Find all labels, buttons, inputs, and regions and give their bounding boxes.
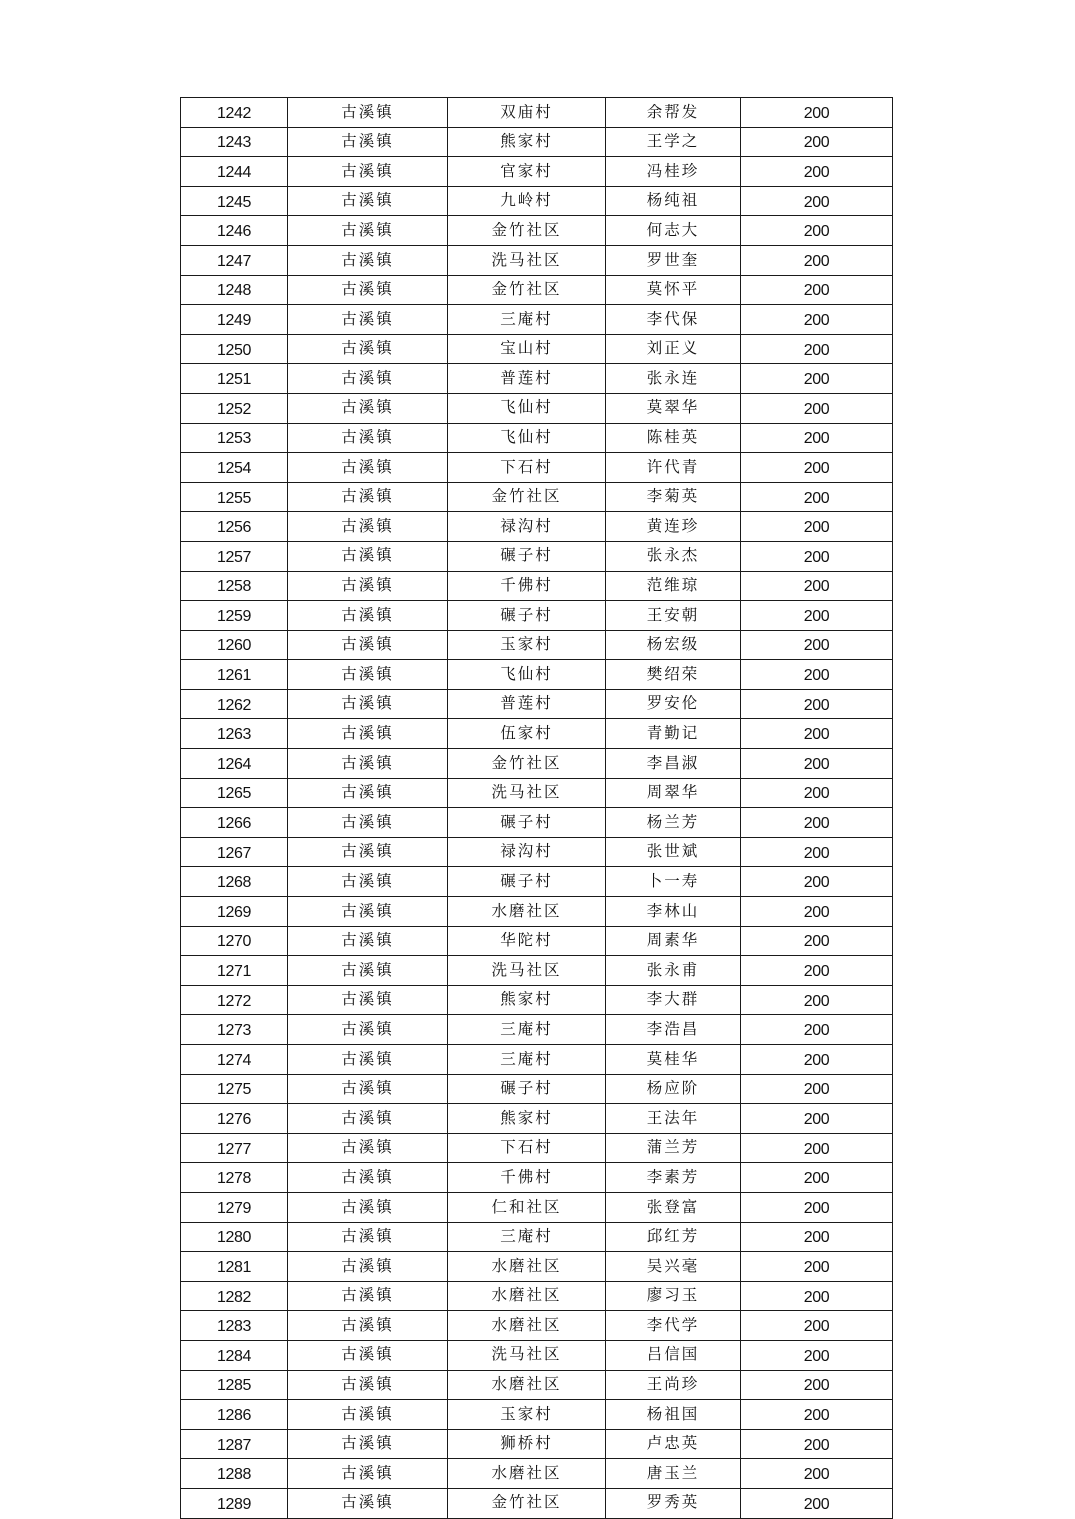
name-cell: 杨宏级 [606, 630, 741, 660]
name-cell: 杨应阶 [606, 1074, 741, 1104]
name-cell: 杨兰芳 [606, 808, 741, 838]
row-number-cell: 1250 [181, 334, 288, 364]
village-cell: 水磨社区 [448, 897, 606, 927]
row-number-cell: 1282 [181, 1281, 288, 1311]
name-cell: 陈桂英 [606, 423, 741, 453]
village-cell: 三庵村 [448, 1045, 606, 1075]
village-cell: 飞仙村 [448, 660, 606, 690]
town-cell: 古溪镇 [288, 186, 448, 216]
name-cell: 王学之 [606, 127, 741, 157]
table-row [181, 778, 893, 808]
table-row [181, 423, 893, 453]
name-cell: 莫翠华 [606, 393, 741, 423]
subsidy-roster-table [180, 97, 893, 1519]
row-number-cell: 1276 [181, 1104, 288, 1134]
village-cell: 千佛村 [448, 571, 606, 601]
amount-cell: 200 [741, 956, 893, 986]
name-cell: 周素华 [606, 926, 741, 956]
row-number-cell: 1265 [181, 778, 288, 808]
roster-table-body [181, 98, 893, 1519]
name-cell: 莫桂华 [606, 1045, 741, 1075]
name-cell: 卜一寿 [606, 867, 741, 897]
row-number-cell: 1242 [181, 98, 288, 128]
name-cell: 王法年 [606, 1104, 741, 1134]
amount-cell: 200 [741, 867, 893, 897]
town-cell: 古溪镇 [288, 867, 448, 897]
row-number-cell: 1279 [181, 1192, 288, 1222]
name-cell: 李大群 [606, 985, 741, 1015]
name-cell: 卢忠英 [606, 1429, 741, 1459]
table-row [181, 1340, 893, 1370]
village-cell: 玉家村 [448, 1400, 606, 1430]
amount-cell: 200 [741, 571, 893, 601]
table-row [181, 867, 893, 897]
town-cell: 古溪镇 [288, 837, 448, 867]
town-cell: 古溪镇 [288, 157, 448, 187]
village-cell: 洗马社区 [448, 956, 606, 986]
row-number-cell: 1251 [181, 364, 288, 394]
amount-cell: 200 [741, 1104, 893, 1134]
village-cell: 金竹社区 [448, 216, 606, 246]
town-cell: 古溪镇 [288, 1074, 448, 1104]
village-cell: 三庵村 [448, 1015, 606, 1045]
village-cell: 飞仙村 [448, 393, 606, 423]
row-number-cell: 1259 [181, 601, 288, 631]
town-cell: 古溪镇 [288, 512, 448, 542]
row-number-cell: 1247 [181, 245, 288, 275]
table-row [181, 1459, 893, 1489]
village-cell: 宝山村 [448, 334, 606, 364]
village-cell: 三庵村 [448, 305, 606, 335]
row-number-cell: 1249 [181, 305, 288, 335]
table-row [181, 689, 893, 719]
amount-cell: 200 [741, 601, 893, 631]
village-cell: 水磨社区 [448, 1311, 606, 1341]
amount-cell: 200 [741, 897, 893, 927]
village-cell: 洗马社区 [448, 245, 606, 275]
table-row [181, 127, 893, 157]
village-cell: 九岭村 [448, 186, 606, 216]
table-row [181, 1400, 893, 1430]
row-number-cell: 1244 [181, 157, 288, 187]
town-cell: 古溪镇 [288, 1488, 448, 1518]
name-cell: 邱红芳 [606, 1222, 741, 1252]
name-cell: 何志大 [606, 216, 741, 246]
row-number-cell: 1252 [181, 393, 288, 423]
name-cell: 青勤记 [606, 719, 741, 749]
table-row [181, 1015, 893, 1045]
village-cell: 仁和社区 [448, 1192, 606, 1222]
row-number-cell: 1269 [181, 897, 288, 927]
row-number-cell: 1266 [181, 808, 288, 838]
amount-cell: 200 [741, 98, 893, 128]
table-row [181, 1311, 893, 1341]
name-cell: 余帮发 [606, 98, 741, 128]
town-cell: 古溪镇 [288, 571, 448, 601]
table-row [181, 334, 893, 364]
amount-cell: 200 [741, 216, 893, 246]
town-cell: 古溪镇 [288, 423, 448, 453]
table-row [181, 660, 893, 690]
town-cell: 古溪镇 [288, 1104, 448, 1134]
table-row [181, 364, 893, 394]
amount-cell: 200 [741, 393, 893, 423]
row-number-cell: 1254 [181, 453, 288, 483]
village-cell: 熊家村 [448, 1104, 606, 1134]
row-number-cell: 1274 [181, 1045, 288, 1075]
name-cell: 蒲兰芳 [606, 1133, 741, 1163]
town-cell: 古溪镇 [288, 393, 448, 423]
table-row [181, 926, 893, 956]
town-cell: 古溪镇 [288, 216, 448, 246]
town-cell: 古溪镇 [288, 660, 448, 690]
name-cell: 刘正义 [606, 334, 741, 364]
amount-cell: 200 [741, 630, 893, 660]
table-row [181, 1429, 893, 1459]
name-cell: 冯桂珍 [606, 157, 741, 187]
town-cell: 古溪镇 [288, 897, 448, 927]
name-cell: 罗秀英 [606, 1488, 741, 1518]
table-row [181, 1192, 893, 1222]
town-cell: 古溪镇 [288, 1015, 448, 1045]
row-number-cell: 1286 [181, 1400, 288, 1430]
town-cell: 古溪镇 [288, 689, 448, 719]
table-row [181, 216, 893, 246]
town-cell: 古溪镇 [288, 1459, 448, 1489]
name-cell: 王安朝 [606, 601, 741, 631]
amount-cell: 200 [741, 1133, 893, 1163]
town-cell: 古溪镇 [288, 453, 448, 483]
amount-cell: 200 [741, 1400, 893, 1430]
name-cell: 唐玉兰 [606, 1459, 741, 1489]
town-cell: 古溪镇 [288, 749, 448, 779]
name-cell: 吴兴毫 [606, 1252, 741, 1282]
amount-cell: 200 [741, 926, 893, 956]
town-cell: 古溪镇 [288, 334, 448, 364]
table-row [181, 1281, 893, 1311]
name-cell: 莫怀平 [606, 275, 741, 305]
town-cell: 古溪镇 [288, 1281, 448, 1311]
table-row [181, 1045, 893, 1075]
town-cell: 古溪镇 [288, 985, 448, 1015]
name-cell: 王尚珍 [606, 1370, 741, 1400]
amount-cell: 200 [741, 1163, 893, 1193]
village-cell: 三庵村 [448, 1222, 606, 1252]
town-cell: 古溪镇 [288, 719, 448, 749]
row-number-cell: 1255 [181, 482, 288, 512]
amount-cell: 200 [741, 837, 893, 867]
village-cell: 狮桥村 [448, 1429, 606, 1459]
village-cell: 金竹社区 [448, 275, 606, 305]
amount-cell: 200 [741, 1192, 893, 1222]
name-cell: 许代青 [606, 453, 741, 483]
town-cell: 古溪镇 [288, 275, 448, 305]
amount-cell: 200 [741, 1015, 893, 1045]
row-number-cell: 1261 [181, 660, 288, 690]
table-row [181, 157, 893, 187]
name-cell: 张登富 [606, 1192, 741, 1222]
town-cell: 古溪镇 [288, 926, 448, 956]
town-cell: 古溪镇 [288, 1192, 448, 1222]
row-number-cell: 1256 [181, 512, 288, 542]
name-cell: 李浩昌 [606, 1015, 741, 1045]
amount-cell: 200 [741, 275, 893, 305]
table-row [181, 305, 893, 335]
row-number-cell: 1285 [181, 1370, 288, 1400]
amount-cell: 200 [741, 305, 893, 335]
village-cell: 熊家村 [448, 985, 606, 1015]
town-cell: 古溪镇 [288, 956, 448, 986]
table-row [181, 1104, 893, 1134]
amount-cell: 200 [741, 1488, 893, 1518]
row-number-cell: 1280 [181, 1222, 288, 1252]
table-row [181, 541, 893, 571]
amount-cell: 200 [741, 1281, 893, 1311]
village-cell: 禄沟村 [448, 837, 606, 867]
village-cell: 普莲村 [448, 364, 606, 394]
amount-cell: 200 [741, 364, 893, 394]
name-cell: 罗安伦 [606, 689, 741, 719]
table-row [181, 1488, 893, 1518]
table-row [181, 571, 893, 601]
town-cell: 古溪镇 [288, 1133, 448, 1163]
village-cell: 禄沟村 [448, 512, 606, 542]
town-cell: 古溪镇 [288, 245, 448, 275]
name-cell: 樊绍荣 [606, 660, 741, 690]
amount-cell: 200 [741, 1045, 893, 1075]
amount-cell: 200 [741, 1222, 893, 1252]
table-row [181, 1370, 893, 1400]
name-cell: 周翠华 [606, 778, 741, 808]
row-number-cell: 1278 [181, 1163, 288, 1193]
town-cell: 古溪镇 [288, 1370, 448, 1400]
town-cell: 古溪镇 [288, 808, 448, 838]
row-number-cell: 1245 [181, 186, 288, 216]
name-cell: 杨祖国 [606, 1400, 741, 1430]
table-row [181, 837, 893, 867]
table-row [181, 956, 893, 986]
amount-cell: 200 [741, 127, 893, 157]
table-row [181, 1252, 893, 1282]
table-row [181, 1222, 893, 1252]
table-row [181, 985, 893, 1015]
row-number-cell: 1287 [181, 1429, 288, 1459]
row-number-cell: 1272 [181, 985, 288, 1015]
row-number-cell: 1248 [181, 275, 288, 305]
row-number-cell: 1263 [181, 719, 288, 749]
row-number-cell: 1257 [181, 541, 288, 571]
row-number-cell: 1273 [181, 1015, 288, 1045]
amount-cell: 200 [741, 1074, 893, 1104]
amount-cell: 200 [741, 423, 893, 453]
town-cell: 古溪镇 [288, 1311, 448, 1341]
amount-cell: 200 [741, 245, 893, 275]
name-cell: 李菊英 [606, 482, 741, 512]
village-cell: 下石村 [448, 1133, 606, 1163]
row-number-cell: 1264 [181, 749, 288, 779]
table-row [181, 1163, 893, 1193]
town-cell: 古溪镇 [288, 630, 448, 660]
table-row [181, 245, 893, 275]
town-cell: 古溪镇 [288, 1163, 448, 1193]
name-cell: 李素芳 [606, 1163, 741, 1193]
amount-cell: 200 [741, 1459, 893, 1489]
town-cell: 古溪镇 [288, 778, 448, 808]
row-number-cell: 1284 [181, 1340, 288, 1370]
row-number-cell: 1281 [181, 1252, 288, 1282]
amount-cell: 200 [741, 334, 893, 364]
table-row [181, 749, 893, 779]
village-cell: 伍家村 [448, 719, 606, 749]
name-cell: 张永杰 [606, 541, 741, 571]
name-cell: 范维琼 [606, 571, 741, 601]
amount-cell: 200 [741, 186, 893, 216]
name-cell: 张世斌 [606, 837, 741, 867]
row-number-cell: 1288 [181, 1459, 288, 1489]
amount-cell: 200 [741, 749, 893, 779]
village-cell: 水磨社区 [448, 1281, 606, 1311]
row-number-cell: 1271 [181, 956, 288, 986]
name-cell: 李代学 [606, 1311, 741, 1341]
village-cell: 千佛村 [448, 1163, 606, 1193]
village-cell: 金竹社区 [448, 1488, 606, 1518]
table-row [181, 482, 893, 512]
amount-cell: 200 [741, 512, 893, 542]
name-cell: 李昌淑 [606, 749, 741, 779]
village-cell: 洗马社区 [448, 1340, 606, 1370]
town-cell: 古溪镇 [288, 364, 448, 394]
amount-cell: 200 [741, 660, 893, 690]
amount-cell: 200 [741, 808, 893, 838]
village-cell: 水磨社区 [448, 1370, 606, 1400]
village-cell: 洗马社区 [448, 778, 606, 808]
village-cell: 碾子村 [448, 1074, 606, 1104]
town-cell: 古溪镇 [288, 541, 448, 571]
name-cell: 李代保 [606, 305, 741, 335]
village-cell: 金竹社区 [448, 482, 606, 512]
village-cell: 碾子村 [448, 808, 606, 838]
name-cell: 张永甫 [606, 956, 741, 986]
amount-cell: 200 [741, 1370, 893, 1400]
amount-cell: 200 [741, 482, 893, 512]
town-cell: 古溪镇 [288, 1400, 448, 1430]
row-number-cell: 1270 [181, 926, 288, 956]
name-cell: 罗世奎 [606, 245, 741, 275]
town-cell: 古溪镇 [288, 1340, 448, 1370]
name-cell: 李林山 [606, 897, 741, 927]
amount-cell: 200 [741, 689, 893, 719]
amount-cell: 200 [741, 1252, 893, 1282]
row-number-cell: 1262 [181, 689, 288, 719]
row-number-cell: 1275 [181, 1074, 288, 1104]
table-row [181, 393, 893, 423]
name-cell: 杨纯祖 [606, 186, 741, 216]
village-cell: 飞仙村 [448, 423, 606, 453]
table-row [181, 808, 893, 838]
row-number-cell: 1267 [181, 837, 288, 867]
row-number-cell: 1246 [181, 216, 288, 246]
row-number-cell: 1253 [181, 423, 288, 453]
town-cell: 古溪镇 [288, 127, 448, 157]
row-number-cell: 1260 [181, 630, 288, 660]
table-row [181, 897, 893, 927]
row-number-cell: 1268 [181, 867, 288, 897]
table-row [181, 719, 893, 749]
village-cell: 碾子村 [448, 867, 606, 897]
amount-cell: 200 [741, 1311, 893, 1341]
table-row [181, 601, 893, 631]
village-cell: 官家村 [448, 157, 606, 187]
amount-cell: 200 [741, 985, 893, 1015]
table-row [181, 453, 893, 483]
amount-cell: 200 [741, 453, 893, 483]
table-row [181, 1074, 893, 1104]
name-cell: 张永连 [606, 364, 741, 394]
town-cell: 古溪镇 [288, 482, 448, 512]
village-cell: 水磨社区 [448, 1459, 606, 1489]
name-cell: 吕信国 [606, 1340, 741, 1370]
amount-cell: 200 [741, 157, 893, 187]
village-cell: 普莲村 [448, 689, 606, 719]
village-cell: 下石村 [448, 453, 606, 483]
village-cell: 水磨社区 [448, 1252, 606, 1282]
table-row [181, 1133, 893, 1163]
row-number-cell: 1277 [181, 1133, 288, 1163]
table-row [181, 98, 893, 128]
row-number-cell: 1289 [181, 1488, 288, 1518]
name-cell: 廖习玉 [606, 1281, 741, 1311]
amount-cell: 200 [741, 1340, 893, 1370]
row-number-cell: 1283 [181, 1311, 288, 1341]
amount-cell: 200 [741, 719, 893, 749]
amount-cell: 200 [741, 1429, 893, 1459]
table-row [181, 186, 893, 216]
amount-cell: 200 [741, 778, 893, 808]
village-cell: 熊家村 [448, 127, 606, 157]
village-cell: 金竹社区 [448, 749, 606, 779]
town-cell: 古溪镇 [288, 601, 448, 631]
village-cell: 双庙村 [448, 98, 606, 128]
table-row [181, 512, 893, 542]
town-cell: 古溪镇 [288, 1045, 448, 1075]
row-number-cell: 1258 [181, 571, 288, 601]
name-cell: 黄连珍 [606, 512, 741, 542]
row-number-cell: 1243 [181, 127, 288, 157]
town-cell: 古溪镇 [288, 305, 448, 335]
town-cell: 古溪镇 [288, 98, 448, 128]
town-cell: 古溪镇 [288, 1429, 448, 1459]
village-cell: 华陀村 [448, 926, 606, 956]
table-row [181, 275, 893, 305]
village-cell: 碾子村 [448, 601, 606, 631]
village-cell: 玉家村 [448, 630, 606, 660]
table-row [181, 630, 893, 660]
amount-cell: 200 [741, 541, 893, 571]
village-cell: 碾子村 [448, 541, 606, 571]
town-cell: 古溪镇 [288, 1252, 448, 1282]
town-cell: 古溪镇 [288, 1222, 448, 1252]
